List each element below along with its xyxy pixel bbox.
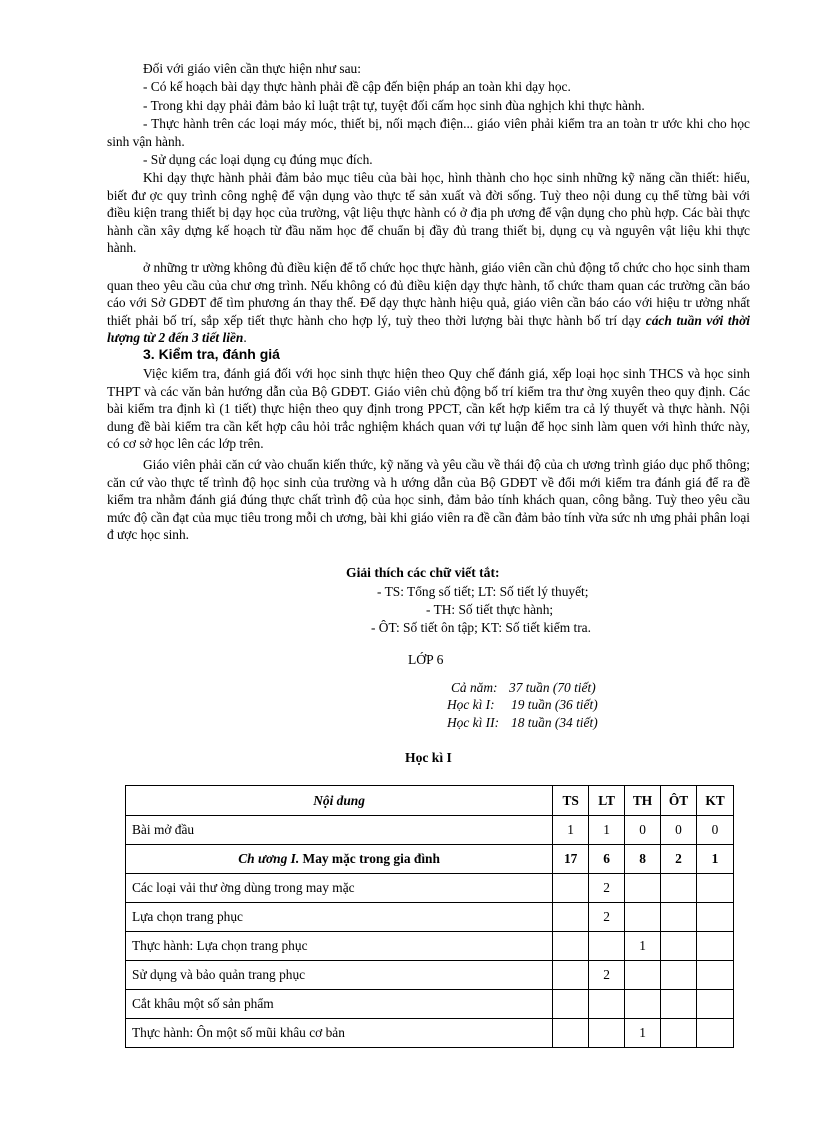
chapter-title [126, 845, 553, 874]
cell-ts [553, 961, 589, 990]
cell-th [625, 990, 661, 1019]
abbreviations-title: Giải thích các chữ viết tắt: [346, 565, 500, 580]
cell-kt: 0 [696, 816, 733, 845]
cell-lt: 6 [589, 845, 625, 874]
table-row [126, 1019, 734, 1048]
visit-paragraph [107, 259, 750, 347]
cell-lt [589, 990, 625, 1019]
cell-kt [696, 961, 733, 990]
cell-ot [661, 961, 697, 990]
cell-kt [696, 932, 733, 961]
cell-ot: 0 [661, 816, 697, 845]
semester-title: Học kì I [405, 750, 452, 765]
row-label: Các loại vải thư ờng dùng trong may mặc [126, 874, 553, 903]
cell-ot [661, 903, 697, 932]
semester2-label: Học kì II: [447, 715, 500, 730]
cell-th: 8 [625, 845, 661, 874]
cell-ot [661, 990, 697, 1019]
cell-kt: 1 [696, 845, 733, 874]
row-label: Cắt khâu một số sản phẩm [126, 990, 553, 1019]
header-lt: LT [589, 786, 625, 816]
grade-title: LỚP 6 [408, 652, 444, 667]
cell-lt: 2 [589, 961, 625, 990]
cell-ts: 17 [553, 845, 589, 874]
assessment-paragraph-1: Việc kiểm tra, đánh giá đối với học sinh thực hiện theo Quy chế đánh giá, xếp loại học sinh THCS và học sinh THPT và các văn bản hướng dẫn của Bộ GDĐT. Giáo viên chủ động bố trí kiểm tra thư ờng xuyên theo quy định. Các bài kiểm tra định kì (1 tiết) thực hiện theo quy định trong PPCT, cần kết hợp kiểm tra cả lý thuyết và thực hành. Nội dung đề bài kiểm tra cần kết hợp câu hỏi trắc nghiệm khách quan với tự luận để học sinh làm quen với hình thức này, có cơ sở học lên các lớp trên. [107, 366, 750, 452]
table-row [126, 961, 734, 990]
curriculum-table [125, 785, 734, 1048]
cell-kt [696, 874, 733, 903]
chapter-prefix: Ch ương I. [238, 851, 300, 866]
practice-paragraph: Khi dạy thực hành phải đảm bảo mục tiêu của bài học, hình thành cho học sinh những kỹ năng cần thiết: hiểu, biết đư ợc quy trình công nghệ để vận dụng vào thực tế sản xuất và đời sống. Tuỳ theo nội dung cụ thể từng bài với điều kiện trang thiết bị dạy học của trường, vật liệu thực hành có ở địa ph ương để vận dụng cho phù hợp. Các bài thực hành cần xây dựng kế hoạch từ đầu năm học để chuẩn bị đầy đủ trang thiết bị, dụng cụ và nguyên vật liệu khi thực hành. [107, 170, 750, 256]
table-header-row [126, 786, 734, 816]
row-label: Lựa chọn trang phục [126, 903, 553, 932]
bullet-safety-plan: - Có kế hoạch bài dạy thực hành phải đề cập đến biện pháp an toàn khi dạy học. [143, 79, 571, 94]
visit-paragraph-emphasis: cách tuần với thời lượng từ 2 đến 3 tiết liền [107, 312, 750, 346]
semester1-value: 19 tuần (36 tiết) [511, 697, 598, 712]
cell-lt [589, 1019, 625, 1048]
visit-paragraph-end: . [243, 330, 247, 346]
cell-kt [696, 990, 733, 1019]
year-label: Cả năm: [451, 680, 498, 695]
chapter-name: May mặc trong gia đình [299, 851, 440, 866]
assessment-heading: 3. Kiểm tra, đánh giá [143, 346, 280, 362]
cell-ot [661, 1019, 697, 1048]
cell-th: 1 [625, 932, 661, 961]
chapter-row [126, 845, 734, 874]
table-row [126, 874, 734, 903]
header-th: TH [625, 786, 661, 816]
cell-ts [553, 903, 589, 932]
cell-th: 0 [625, 816, 661, 845]
table-row [126, 932, 734, 961]
year-value: 37 tuần (70 tiết) [509, 680, 596, 695]
header-content: Nội dung [126, 786, 553, 816]
cell-ts [553, 990, 589, 1019]
cell-kt [696, 1019, 733, 1048]
assessment-paragraph-2: Giáo viên phải căn cứ vào chuẩn kiến thức, kỹ năng và yêu cầu về thái độ của ch ương trình giáo dục phổ thông; căn cứ vào thực tế trình độ học sinh của trường và h ướng dẫn của Bộ GDĐT về đổi mới kiểm tra đánh giá để ra đề kiểm tra nhằm đánh giá đúng thực chất trình độ của học sinh, đảm bảo tính khách quan, công bằng. Tuỳ theo yêu cầu mức độ cần đạt của mục tiêu trong mỗi ch ương, bài khi giáo viên ra đề cần đảm bảo tính vừa sức nh ưng phải phân loại đ ược học sinh. [107, 457, 750, 543]
row-label: Bài mở đầu [126, 816, 553, 845]
cell-ot: 2 [661, 845, 697, 874]
teachers-intro: Đối với giáo viên cần thực hiện như sau: [143, 61, 361, 76]
cell-th: 1 [625, 1019, 661, 1048]
cell-th [625, 961, 661, 990]
semester2-value: 18 tuần (34 tiết) [511, 715, 598, 730]
header-ot: ÔT [661, 786, 697, 816]
bullet-machine-check: - Thực hành trên các loại máy móc, thiết bị, nối mạch điện... giáo viên phải kiểm tra an toàn tr ước khi cho học sinh vận hành. [107, 116, 750, 149]
visit-paragraph-text: ở những tr ường không đủ điều kiện để tổ chức học thực hành, giáo viên cần chủ động tổ chức cho học sinh tham quan theo yêu cầu của chư ơng trình. Nếu không có đủ điều kiện dạy thực hành, tổ chức tham quan các trường cần báo cáo với Sở GDĐT để tìm phương án thay thế. Để dạy thực hành hiệu quả, giáo viên cần báo cáo với hiệu tr ưởng nhất thiết phải bố trí, sắp xếp tiết thực hành cho hợp lý, tuỳ theo thời lượng bài thực hành bố trí dạy [107, 260, 750, 328]
cell-lt [589, 932, 625, 961]
abbreviation-line-2: - TH: Số tiết thực hành; [426, 602, 554, 617]
abbreviation-line-1: - TS: Tổng số tiết; LT: Số tiết lý thuyết; [377, 584, 589, 599]
row-label: Thực hành: Lựa chọn trang phục [126, 932, 553, 961]
cell-th [625, 903, 661, 932]
header-kt: KT [696, 786, 733, 816]
bullet-tools: - Sử dụng các loại dụng cụ đúng mục đích. [143, 152, 373, 167]
cell-ot [661, 874, 697, 903]
row-label: Thực hành: Ôn một số mũi khâu cơ bản [126, 1019, 553, 1048]
table-row [126, 816, 734, 845]
cell-ts [553, 1019, 589, 1048]
cell-ot [661, 932, 697, 961]
table-row [126, 990, 734, 1019]
semester1-label: Học kì I: [447, 697, 495, 712]
cell-lt: 2 [589, 903, 625, 932]
cell-ts [553, 932, 589, 961]
abbreviation-line-3: - ÔT: Số tiết ôn tập; KT: Số tiết kiểm tra. [371, 620, 591, 635]
cell-th [625, 874, 661, 903]
row-label: Sử dụng và bảo quản trang phục [126, 961, 553, 990]
cell-lt: 2 [589, 874, 625, 903]
header-ts: TS [553, 786, 589, 816]
cell-ts: 1 [553, 816, 589, 845]
cell-kt [696, 903, 733, 932]
cell-ts [553, 874, 589, 903]
bullet-discipline: - Trong khi dạy phải đảm bảo kỉ luật trật tự, tuyệt đối cấm học sinh đùa nghịch khi thực hành. [143, 98, 645, 113]
cell-lt: 1 [589, 816, 625, 845]
table-row [126, 903, 734, 932]
